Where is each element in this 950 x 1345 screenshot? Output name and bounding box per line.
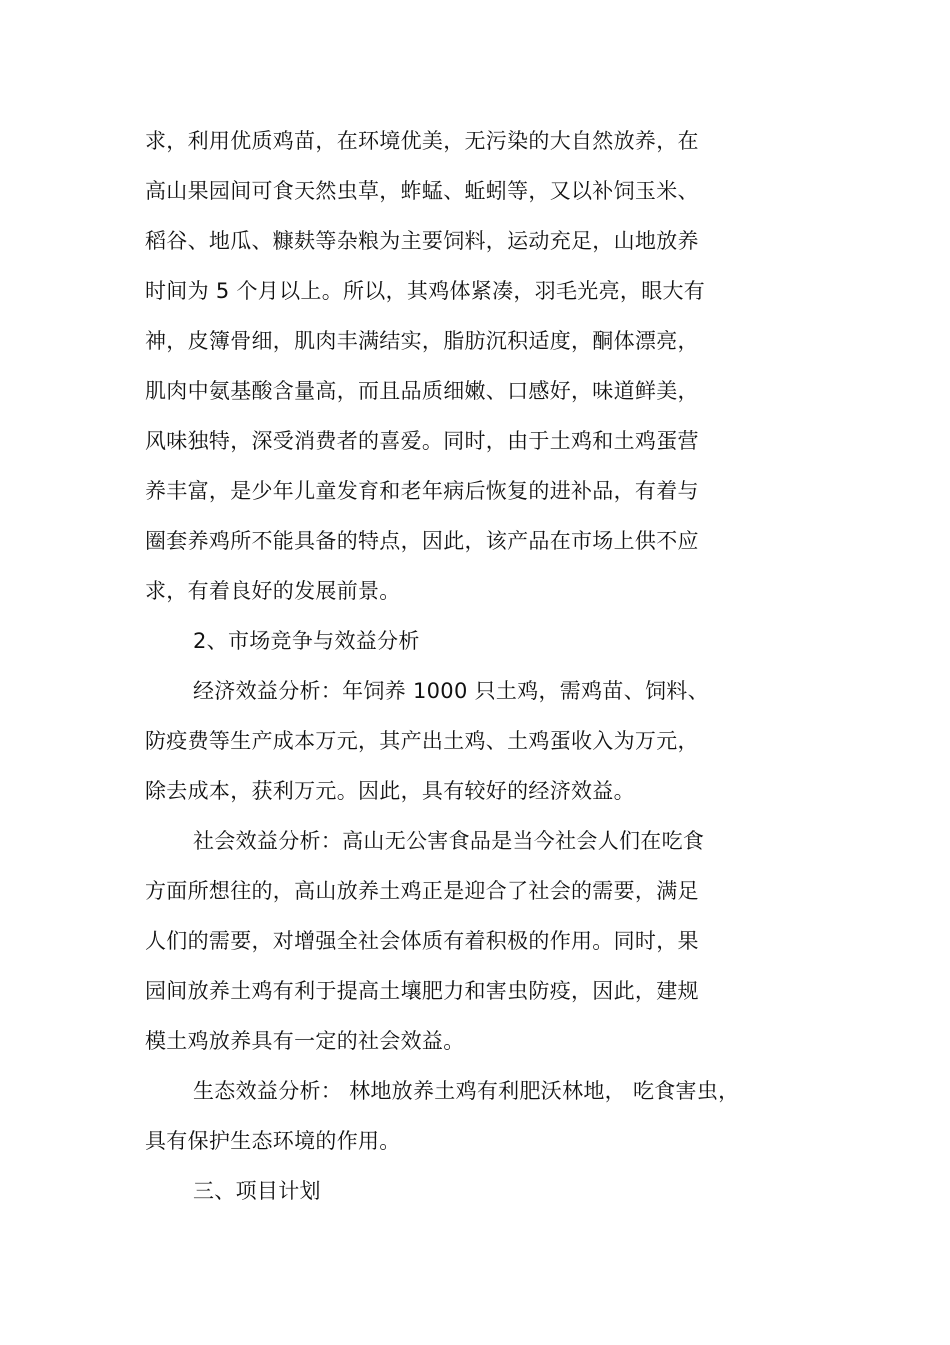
section-heading: 2、市场竞争与效益分析 bbox=[193, 629, 420, 653]
paragraph-line: 神，皮簿骨细，肌肉丰满结实，脂肪沉积适度，酮体漂亮， bbox=[145, 329, 699, 353]
paragraph-line: 社会效益分析：高山无公害食品是当今社会人们在吃食 bbox=[193, 829, 705, 853]
paragraph-line: 除去成本，获利万元。因此，具有较好的经济效益。 bbox=[145, 779, 635, 803]
paragraph-line: 经济效益分析：年饲养 1000 只土鸡，需鸡苗、饲料、 bbox=[193, 679, 709, 703]
paragraph-line: 高山果园间可食天然虫草，蚱蜢、蚯蚓等，又以补饲玉米、 bbox=[145, 179, 699, 203]
paragraph-line: 时间为 5 个月以上。所以，其鸡体紧凑，羽毛光亮，眼大有 bbox=[145, 279, 706, 303]
paragraph-line: 稻谷、地瓜、糠麸等杂粮为主要饲料，运动充足，山地放养 bbox=[145, 229, 699, 253]
paragraph-line: 圈套养鸡所不能具备的特点，因此，该产品在市场上供不应 bbox=[145, 529, 699, 553]
paragraph-line: 求，利用优质鸡苗，在环境优美，无污染的大自然放养，在 bbox=[145, 129, 699, 153]
paragraph-line: 肌肉中氨基酸含量高，而且品质细嫩、口感好，味道鲜美， bbox=[145, 379, 699, 403]
paragraph-line: 人们的需要，对增强全社会体质有着积极的作用。同时，果 bbox=[145, 929, 699, 953]
paragraph-line: 风味独特，深受消费者的喜爱。同时，由于土鸡和土鸡蛋营 bbox=[145, 429, 699, 453]
paragraph-line: 园间放养土鸡有利于提高土壤肥力和害虫防疫，因此，建规 bbox=[145, 979, 699, 1003]
paragraph-line: 方面所想往的，高山放养土鸡正是迎合了社会的需要，满足 bbox=[145, 879, 699, 903]
paragraph-line: 生态效益分析： 林地放养土鸡有利肥沃林地， 吃食害虫， bbox=[193, 1079, 740, 1103]
paragraph-line: 具有保护生态环境的作用。 bbox=[145, 1129, 401, 1153]
paragraph-line: 防疫费等生产成本万元，其产出土鸡、土鸡蛋收入为万元， bbox=[145, 729, 699, 753]
paragraph-line: 模土鸡放养具有一定的社会效益。 bbox=[145, 1029, 465, 1053]
paragraph-line: 养丰富，是少年儿童发育和老年病后恢复的进补品，有着与 bbox=[145, 479, 699, 503]
section-heading: 三、项目计划 bbox=[193, 1179, 321, 1203]
paragraph-line: 求，有着良好的发展前景。 bbox=[145, 579, 401, 603]
